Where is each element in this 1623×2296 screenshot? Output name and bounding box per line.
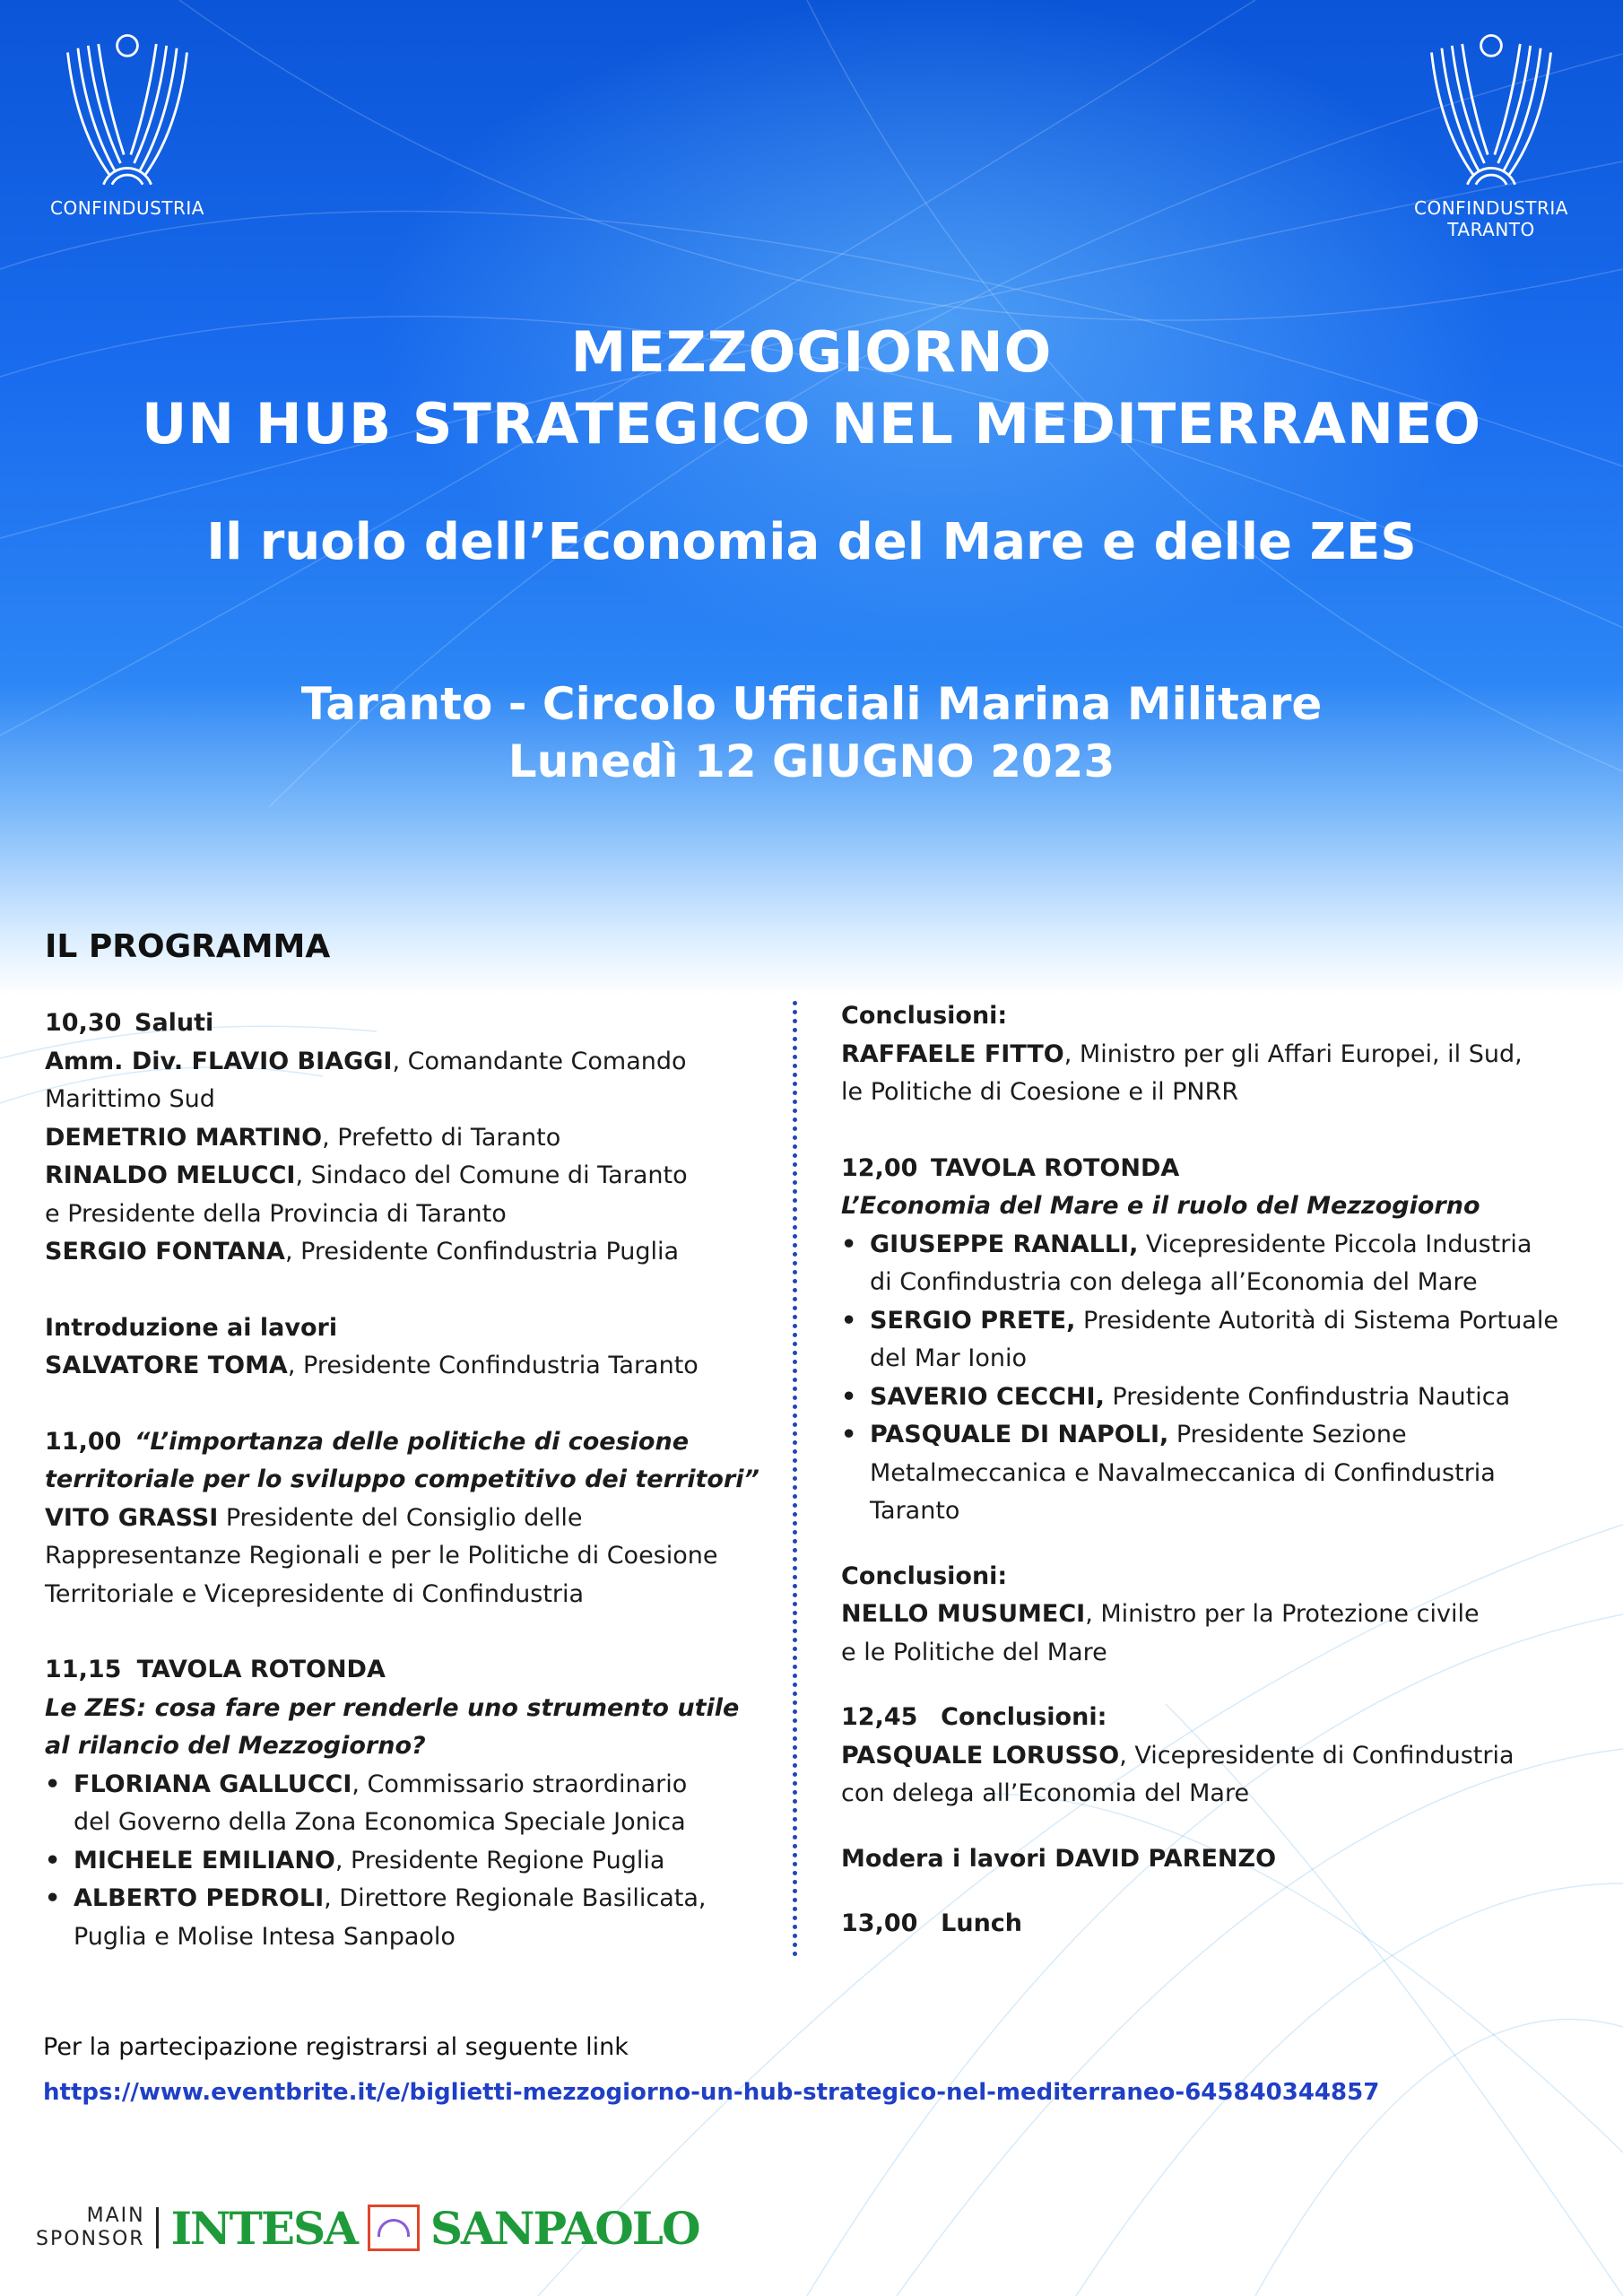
speaker-role: , Ministro per gli Affari Europei, il Sud, (1063, 1039, 1523, 1068)
main-sponsor (36, 2192, 699, 2264)
speaker-role: Presidente Autorità di Sistema Portuale (1075, 1306, 1558, 1335)
sponsor-brand-sanpaolo: SANPAOLO (430, 2201, 699, 2255)
speaker-role: e Presidente della Provincia di Taranto (45, 1199, 507, 1228)
session-saluti (45, 1004, 780, 1272)
column-divider (793, 1001, 797, 1957)
bank-mark-icon (368, 2205, 420, 2251)
speaker-name: RINALDO MELUCCI (45, 1161, 296, 1189)
speaker-role: , Commissario straordinario (352, 1770, 688, 1798)
speaker-name: SERGIO FONTANA (45, 1238, 285, 1265)
eagle-logo-icon (1406, 27, 1576, 197)
list-item (841, 1378, 1594, 1417)
registration-block (43, 2025, 1379, 2115)
session-tavola-rotonda-mare (841, 1150, 1594, 1531)
session-coesione (45, 1423, 780, 1614)
speaker-role: , Comandante Comando (392, 1047, 687, 1075)
speaker-role: Vicepresidente Piccola Industria (1138, 1230, 1532, 1258)
moderator (841, 1840, 1594, 1879)
speaker-name: DEMETRIO MARTINO (45, 1123, 323, 1152)
session-time: 12,45 (841, 1703, 918, 1731)
speaker-role: del Mar Ionio (870, 1344, 1027, 1372)
speaker-role: Presidente Confindustria Nautica (1104, 1382, 1511, 1411)
moderator-name: DAVID PARENZO (1055, 1844, 1277, 1873)
speaker-role: Presidente Sezione (1168, 1421, 1407, 1448)
speaker-role: le Politiche di Coesione e il PNRR (841, 1078, 1239, 1106)
speaker-name: SERGIO PRETE, (870, 1306, 1076, 1335)
program-heading: IL PROGRAMMA (45, 928, 331, 965)
event-location: Taranto - Circolo Ufficiali Marina Militare (300, 678, 1323, 730)
speaker-role: , Direttore Regionale Basilicata, (324, 1884, 707, 1912)
session-title: Lunch (941, 1909, 1023, 1937)
speaker-list (841, 1226, 1594, 1531)
session-title: TAVOLA ROTONDA (136, 1656, 386, 1683)
list-item (841, 1302, 1594, 1378)
speaker-role: di Confindustria con delega all’Economia del Mare (870, 1268, 1478, 1296)
speaker-role: , Sindaco del Comune di Taranto (295, 1161, 688, 1189)
list-item (45, 1766, 780, 1842)
session-subtitle: al rilancio del Mezzogiorno? (45, 1732, 426, 1760)
sponsor-divider (156, 2207, 159, 2248)
session-conclusioni-3 (841, 1699, 1594, 1813)
session-title: Conclusioni: (941, 1703, 1107, 1731)
speaker-role: Rappresentanze Regionali e per le Politiche di Coesione (45, 1542, 718, 1570)
session-title: territoriale per lo sviluppo competitivo dei territori” (45, 1465, 759, 1493)
eagle-logo-icon (42, 27, 213, 197)
session-conclusioni-2 (841, 1558, 1594, 1673)
sponsor-label (36, 2205, 145, 2251)
sponsor-label-line-1: MAIN (86, 2205, 145, 2227)
speaker-role: e le Politiche del Mare (841, 1638, 1107, 1666)
session-introduzione (45, 1309, 780, 1386)
speaker-name: ALBERTO PEDROLI (74, 1884, 325, 1912)
speaker-role: Taranto (870, 1497, 960, 1525)
program-right-column (841, 997, 1594, 1944)
logo-right-text-1: CONFINDUSTRIA (1414, 197, 1568, 219)
list-item (841, 1416, 1594, 1531)
session-title: Conclusioni: (841, 1561, 1008, 1590)
confindustria-logo (38, 27, 217, 219)
speaker-name: PASQUALE LORUSSO (841, 1741, 1120, 1770)
session-tavola-rotonda-zes (45, 1651, 780, 1956)
speaker-name: GIUSEPPE RANALLI, (870, 1230, 1139, 1258)
speaker-role: Puglia e Molise Intesa Sanpaolo (74, 1922, 456, 1951)
speaker-name: VITO GRASSI (45, 1503, 219, 1532)
registration-text: Per la partecipazione registrarsi al seguente link (43, 2033, 629, 2061)
moderator-label: Modera i lavori (841, 1844, 1055, 1873)
event-date: Lunedì 12 GIUGNO 2023 (508, 735, 1115, 787)
session-subtitle: Le ZES: cosa fare per renderle uno strumento utile (45, 1693, 740, 1722)
speaker-role: Metalmeccanica e Navalmeccanica di Confindustria (870, 1458, 1496, 1487)
speaker-name: RAFFAELE FITTO (841, 1039, 1064, 1068)
speaker-list (45, 1766, 780, 1957)
speaker-name: SALVATORE TOMA (45, 1352, 288, 1379)
logo-right-text-2: TARANTO (1447, 219, 1535, 240)
session-time: 10,30 (45, 1009, 122, 1037)
session-time: 11,00 (45, 1427, 122, 1456)
session-conclusioni-1 (841, 997, 1594, 1112)
program-left-column (45, 1004, 780, 1956)
session-title: Introduzione ai lavori (45, 1313, 338, 1342)
session-title: Conclusioni: (841, 1002, 1008, 1030)
sponsor-label-line-2: SPONSOR (36, 2228, 145, 2250)
event-subtitle: Il ruolo dell’Economia del Mare e delle ZES (206, 513, 1417, 571)
speaker-role: , Presidente Regione Puglia (334, 1846, 665, 1874)
session-time: 11,15 (45, 1656, 122, 1683)
speaker-role: Presidente del Consiglio delle (218, 1503, 583, 1532)
speaker-role: , Presidente Confindustria Taranto (287, 1352, 699, 1379)
speaker-role: Territoriale e Vicepresidente di Confindustria (45, 1579, 585, 1608)
session-time: 12,00 (841, 1153, 918, 1182)
speaker-name: MICHELE EMILIANO (74, 1846, 335, 1874)
speaker-role: Marittimo Sud (45, 1085, 215, 1113)
speaker-name: Amm. Div. FLAVIO BIAGGI (45, 1047, 393, 1075)
confindustria-taranto-logo (1402, 27, 1581, 240)
speaker-role: , Ministro per la Protezione civile (1085, 1600, 1480, 1628)
list-item (45, 1880, 780, 1956)
session-title: TAVOLA ROTONDA (931, 1153, 1180, 1182)
speaker-name: PASQUALE DI NAPOLI, (870, 1421, 1169, 1448)
session-title: Saluti (135, 1009, 214, 1037)
speaker-name: SAVERIO CECCHI, (870, 1382, 1105, 1411)
event-title-line-1: MEZZOGIORNO (570, 319, 1053, 385)
registration-link[interactable]: https://www.eventbrite.it/e/biglietti-mezzogiorno-un-hub-strategico-nel-mediterraneo-645840344857 (43, 2079, 1380, 2106)
session-lunch (841, 1905, 1594, 1944)
session-subtitle: L’Economia del Mare e il ruolo del Mezzogiorno (841, 1192, 1480, 1220)
session-title: “L’importanza delle politiche di coesione (135, 1427, 690, 1456)
list-item (841, 1226, 1594, 1302)
speaker-name: FLORIANA GALLUCCI (74, 1770, 352, 1798)
speaker-role: del Governo della Zona Economica Speciale Jonica (74, 1808, 686, 1836)
logo-left-text: CONFINDUSTRIA (50, 197, 204, 219)
speaker-role: , Vicepresidente di Confindustria (1119, 1741, 1515, 1770)
speaker-name: NELLO MUSUMECI (841, 1600, 1086, 1628)
session-time: 13,00 (841, 1909, 918, 1937)
list-item (45, 1842, 780, 1881)
event-title-line-2: UN HUB STRATEGICO NEL MEDITERRANEO (141, 391, 1482, 457)
speaker-role: , Presidente Confindustria Puglia (284, 1238, 680, 1265)
speaker-role: con delega all’Economia del Mare (841, 1779, 1250, 1807)
speaker-role: , Prefetto di Taranto (322, 1123, 561, 1152)
sponsor-brand-intesa: INTESA (170, 2201, 357, 2255)
